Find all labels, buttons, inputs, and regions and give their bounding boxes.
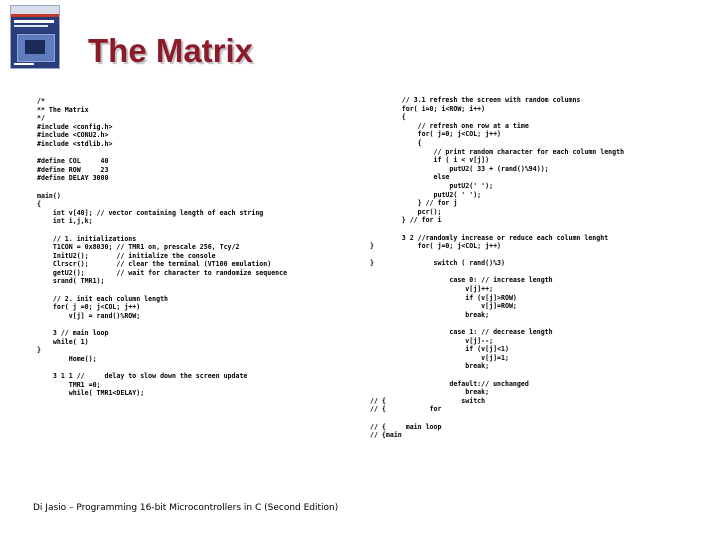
book-cover-thumbnail [10,5,60,69]
code-listing-right: // 3.1 refresh the screen with random columns for( i=0; i<ROW; i++) { // refresh one row at a time for( j=0; j<COL; j++) { // print random character for each column length if ( i < v[j]) putU2( 33 + (rand()%94)); else putU2(' '); putU2( ' '); } // for j pcr(); } // for i 3 2 //randomly increase or reduce each column lenght } for( j=0; j<COL; j++) } switch ( rand()%3) case 0: // increase length v[j]++; if (v[j]>ROW) v[j]=ROW; break; case 1: // decrease length v[j]--; if (v[j]<1) v[j]=1; break; default:// unchanged break; // { switch // { for // { main loop // {main [370,96,625,440]
code-listing-left: /* ** The Matrix */ #include <config.h> #include <CONU2.h> #include <stdlib.h> #define COL 40 #define ROW 23 #define DELAY 3000 main() { int v[40]; // vector containing length of each string int i,j,k; // 1. initializations T1CON = 0x8030; // TMR1 on, prescale 256, Tcy/2 InitU2(); // initialize the console Clrscr(); // clear the terminal (VT100 emulation) getU2(); // wait for character to randomize sequence srand( TMR1); // 2. init each column length for( j =0; j<COL; j++) v[j] = rand()%ROW; 3 // main loop while( 1) } Home(); 3 1 1 // delay to slow down the screen update TMR1 =0; while( TMR1<DELAY); [37,97,288,398]
slide-title: The Matrix [88,32,254,69]
footer-citation: Di Jasio – Programming 16-bit Microcontrollers in C (Second Edition) [33,503,339,513]
